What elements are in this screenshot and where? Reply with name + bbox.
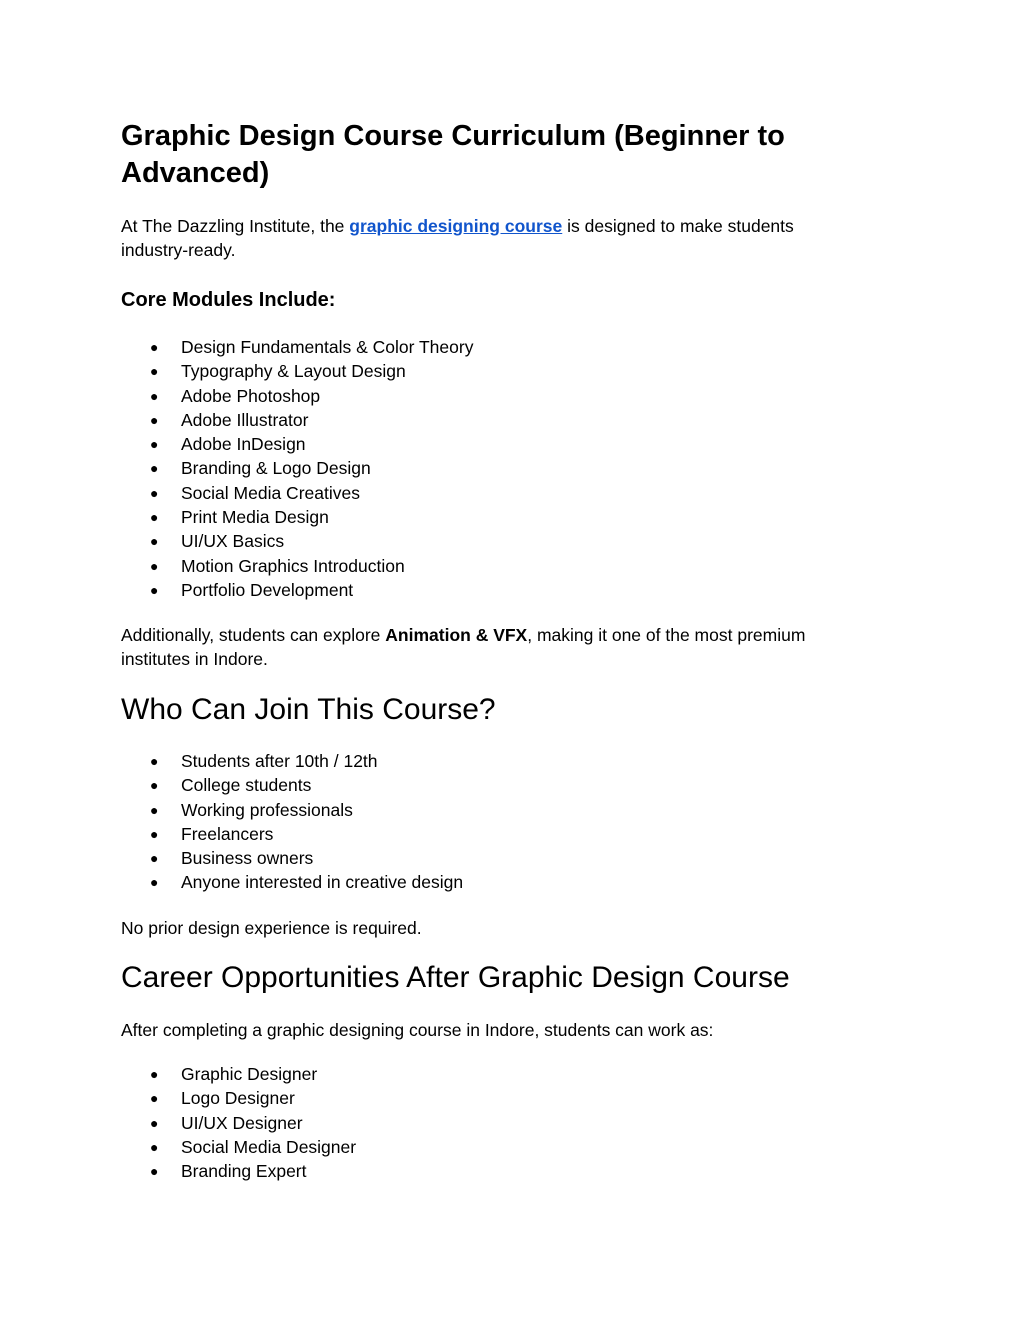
list-item: ● Adobe Illustrator bbox=[121, 408, 881, 432]
list-item: ● Students after 10th / 12th bbox=[121, 749, 881, 773]
bullet-icon: ● bbox=[150, 509, 159, 526]
career-opportunities-heading: Career Opportunities After Graphic Design Course bbox=[121, 961, 790, 994]
bullet-icon: ● bbox=[150, 411, 159, 428]
bullet-icon: ● bbox=[150, 874, 159, 891]
list-item: ● Branding & Logo Design bbox=[121, 456, 881, 480]
bullet-icon: ● bbox=[150, 1066, 159, 1082]
list-item: ● Design Fundamentals & Color Theory bbox=[121, 335, 881, 359]
list-item: ● Print Media Design bbox=[121, 505, 881, 529]
list-item: ● Branding Expert bbox=[121, 1159, 881, 1183]
bullet-icon: ● bbox=[150, 387, 159, 404]
bullet-icon: ● bbox=[150, 581, 159, 598]
list-item: ● Typography & Layout Design bbox=[121, 359, 881, 383]
bullet-icon: ● bbox=[150, 363, 159, 380]
curriculum-intro: At The Dazzling Institute, the graphic designing course is designed to make students industry-ready. bbox=[121, 216, 794, 261]
career-list bbox=[121, 1062, 881, 1183]
list-item: ● UI/UX Basics bbox=[121, 529, 881, 553]
list-item: ● Social Media Designer bbox=[121, 1135, 881, 1159]
career-intro: After completing a graphic designing course in Indore, students can work as: bbox=[121, 1020, 714, 1040]
core-modules-heading: Core Modules Include: bbox=[121, 289, 336, 311]
list-item: ● Business owners bbox=[121, 846, 881, 870]
list-item: ● Working professionals bbox=[121, 798, 881, 822]
bullet-icon: ● bbox=[150, 460, 159, 477]
list-item: ● College students bbox=[121, 773, 881, 797]
who-can-join-heading: Who Can Join This Course? bbox=[121, 693, 496, 726]
list-item: ● Motion Graphics Introduction bbox=[121, 554, 881, 578]
list-item: ● Adobe InDesign bbox=[121, 432, 881, 456]
prior-experience-note: No prior design experience is required. bbox=[121, 918, 422, 938]
bullet-icon: ● bbox=[150, 1163, 159, 1180]
bullet-icon: ● bbox=[150, 777, 159, 794]
additional-paragraph: Additionally, students can explore Animation & VFX, making it one of the most premium institutes in Indore. bbox=[121, 625, 806, 670]
curriculum-title: Graphic Design Course Curriculum (Beginner to Advanced) bbox=[121, 120, 785, 189]
bullet-icon: ● bbox=[150, 801, 159, 818]
list-item: ● Adobe Photoshop bbox=[121, 384, 881, 408]
bullet-icon: ● bbox=[150, 484, 159, 501]
bullet-icon: ● bbox=[150, 339, 159, 355]
bullet-icon: ● bbox=[150, 850, 159, 867]
list-item: ● Portfolio Development bbox=[121, 578, 881, 602]
list-item: ● UI/UX Designer bbox=[121, 1111, 881, 1135]
graphic-designing-course-link[interactable]: graphic designing course bbox=[349, 216, 563, 236]
list-item: ● Anyone interested in creative design bbox=[121, 870, 881, 894]
bullet-icon: ● bbox=[150, 1114, 159, 1131]
bullet-icon: ● bbox=[150, 533, 159, 550]
animation-vfx-highlight: Animation & VFX bbox=[385, 625, 528, 645]
list-item: ● Graphic Designer bbox=[121, 1062, 881, 1086]
bullet-icon: ● bbox=[150, 825, 159, 842]
bullet-icon: ● bbox=[150, 1138, 159, 1155]
bullet-icon: ● bbox=[150, 436, 159, 453]
bullet-icon: ● bbox=[150, 1090, 159, 1107]
list-item: ● Logo Designer bbox=[121, 1086, 881, 1110]
core-modules-list bbox=[121, 335, 881, 602]
list-item: ● Social Media Creatives bbox=[121, 481, 881, 505]
who-can-join-list bbox=[121, 749, 881, 895]
list-item: ● Freelancers bbox=[121, 822, 881, 846]
bullet-icon: ● bbox=[150, 753, 159, 769]
bullet-icon: ● bbox=[150, 557, 159, 574]
